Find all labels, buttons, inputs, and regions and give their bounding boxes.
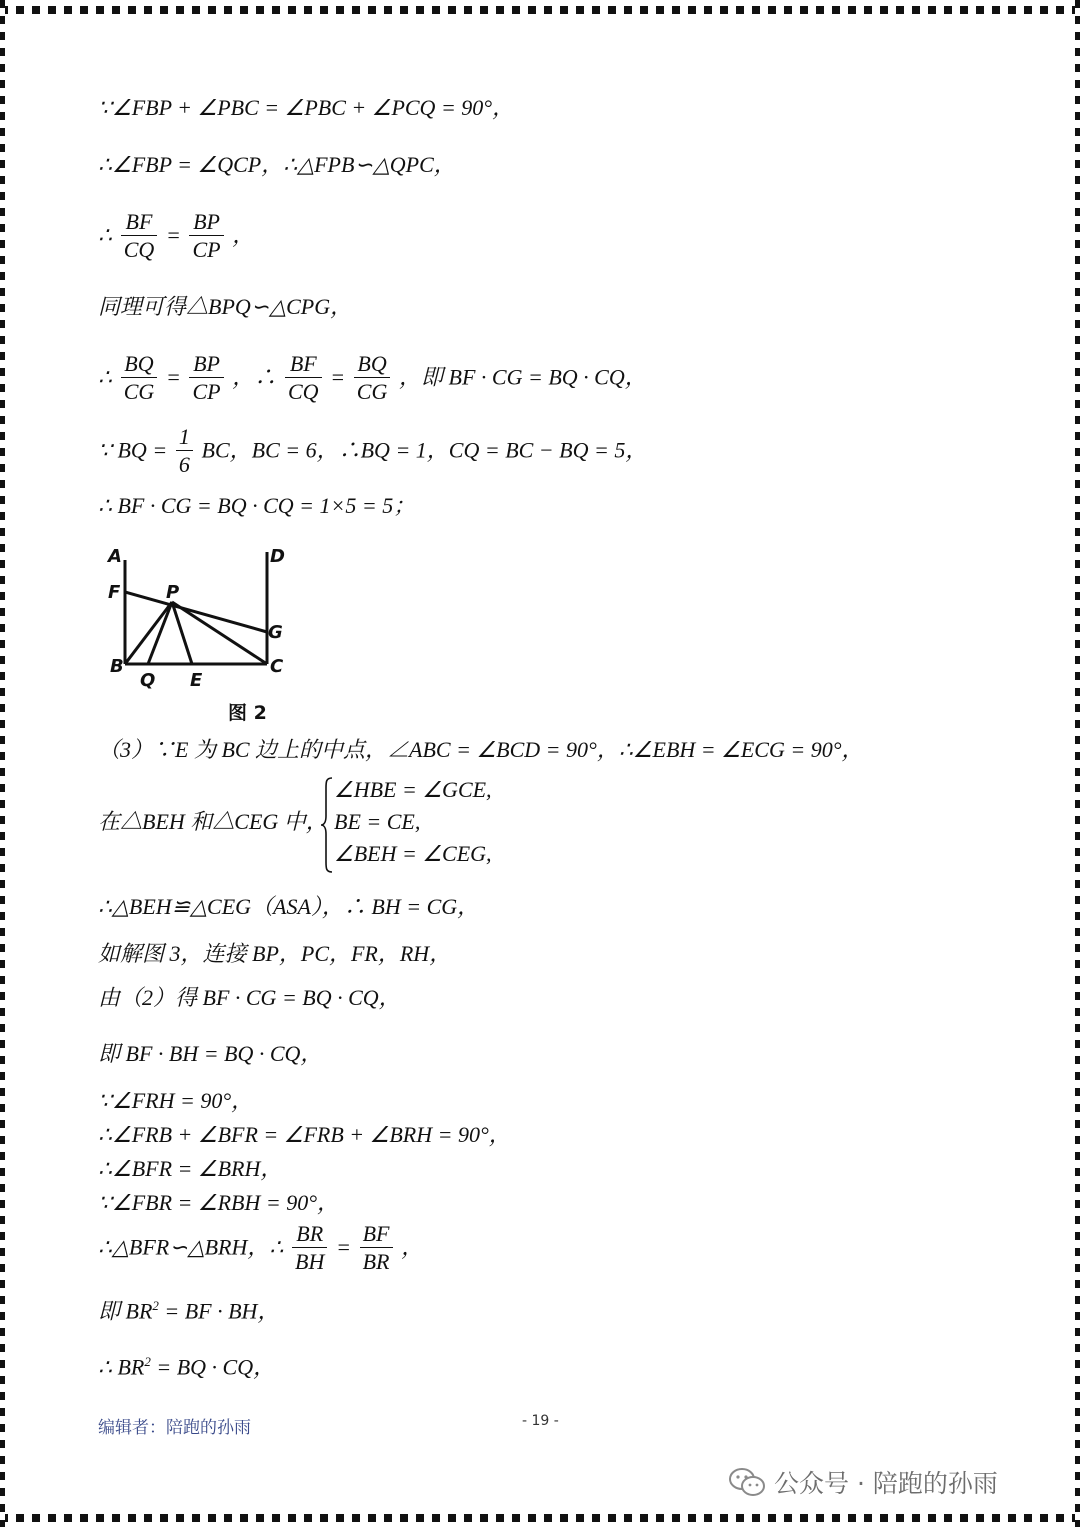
proof-line-17: ∵∠FBR = ∠RBH = 90°， [98,1190,340,1215]
label-g: G [268,622,283,643]
fraction: $\frac{BQ}{CG}$ [354,350,391,405]
fraction: $\frac{BP}{CP}$ [189,208,223,263]
label-e: E [190,670,203,690]
proof-line-3: ∴ $\frac{BF}{CQ}$ = $\frac{BP}{CP}$ ， [98,209,255,262]
geometry-diagram [100,540,300,690]
congruence-system [98,772,598,872]
proof-line-12: 由（2）得 BF · CG = BQ · CQ， [98,985,401,1010]
geometry-figure-2 [100,540,300,730]
proof-line-14: ∵∠FRH = 90°， [98,1088,254,1113]
proof-line-8: （3）∵E 为 BC 边上的中点，∠ABC = ∠BCD = 90°，∴∠EBH = ∠ECG = 90°， [98,737,864,762]
fraction: $\frac{BF}{CQ}$ [285,350,322,405]
page-number: - 19 - [522,1413,559,1429]
fraction: $\frac{BF}{BR}$ [360,1220,393,1275]
label-c: C [270,656,284,677]
proof-line-13: 即 BF · BH = BQ · CQ， [98,1041,323,1066]
proof-line-6: ∵ BQ = $\frac{1}{6}$ BC，BC = 6，∴BQ = 1，CQ = BC − BQ = 5， [98,424,648,477]
proof-line-1: ∵∠FBP + ∠PBC = ∠PBC + ∠PCQ = 90°， [98,95,515,120]
wechat-icon [728,1466,766,1498]
proof-line-5: ∴ $\frac{BQ}{CG}$ = $\frac{BP}{CP}$ ，∴ $\frac{BF}{CQ}$ = $\frac{BQ}{CG}$ ，即 BF · CG = BQ · CQ， [98,351,647,404]
proof-line-18: ∴△BFR∽△BRH，∴ $\frac{BR}{BH}$ = $\frac{BF}{BR}$ ， [98,1221,424,1274]
watermark [728,1464,998,1500]
system-intro: 在△BEH 和△CEG 中， [98,809,328,834]
label-a: A [108,546,122,567]
fraction: $\frac{BF}{CQ}$ [121,208,158,263]
figure-caption: 图 2 [228,702,267,724]
proof-line-10: ∴△BEH≌△CEG（ASA），∴ BH = CG， [98,894,480,919]
label-p: P [166,582,180,603]
page-border-right [1075,0,1080,1527]
label-b: B [110,656,124,677]
watermark-text: 公众号 · 陪跑的孙雨 [774,1469,998,1498]
label-q: Q [140,670,156,690]
fraction: $\frac{BR}{BH}$ [292,1220,327,1275]
fraction: $\frac{1}{6}$ [176,423,193,478]
proof-line-7: ∴ BF · CG = BQ · CQ = 1×5 = 5； [98,493,416,518]
page-border-top [0,6,1080,14]
proof-line-20: ∴ $BR^2$ = BQ · CQ， [98,1354,276,1380]
proof-line-2: ∴∠FBP = ∠QCP，∴△FPB∽△QPC， [98,152,456,177]
proof-line-16: ∴∠BFR = ∠BRH， [98,1156,283,1181]
left-brace [320,776,334,874]
label-f: F [108,582,121,603]
page-border-left [0,0,5,1527]
proof-line-4: 同理可得△BPQ∽△CPG， [98,294,353,319]
fraction: $\frac{BQ}{CG}$ [121,350,158,405]
proof-line-15: ∴∠FRB + ∠BFR = ∠FRB + ∠BRH = 90°， [98,1122,511,1147]
page-border-bottom [0,1514,1080,1522]
system-line-3: ∠BEH = ∠CEG, [334,841,492,866]
therefore-symbol: ∴ [98,222,112,248]
proof-line-11: 如解图 3，连接 BP，PC，FR，RH， [98,941,452,966]
footer-editor: 编辑者：陪跑的孙雨 [98,1418,251,1438]
label-d: D [270,546,285,567]
proof-line-19: 即 $BR^2$ = BF · BH， [98,1298,280,1324]
system-lines [334,774,492,870]
fraction: $\frac{BP}{CP}$ [189,350,223,405]
system-line-2: BE = CE, [334,809,421,834]
system-line-1: ∠HBE = ∠GCE, [334,777,492,802]
